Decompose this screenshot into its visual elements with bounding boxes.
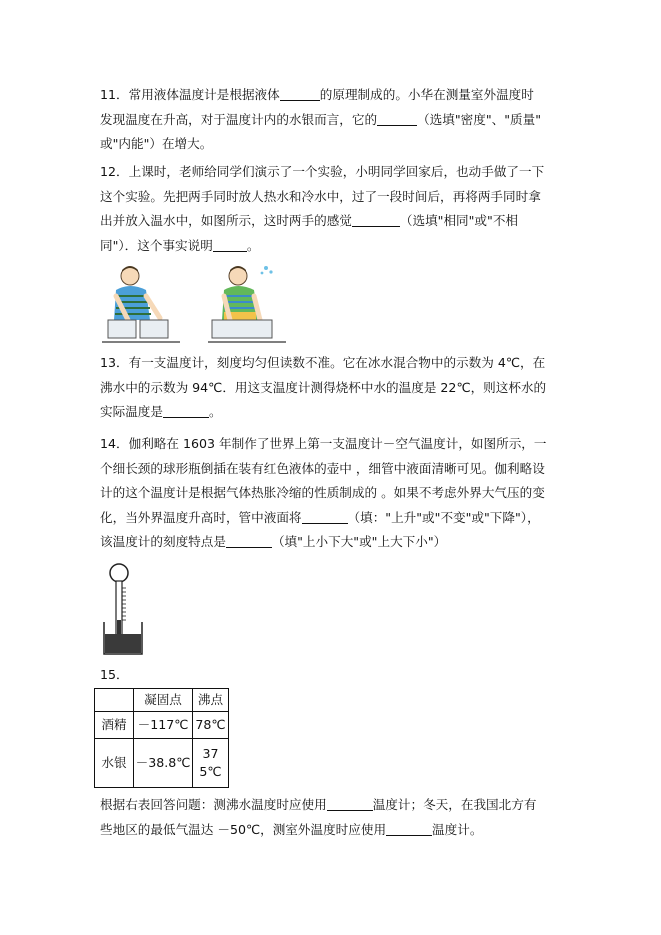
q14-text: 化，当外界温度升高时，管中液面将	[100, 509, 302, 525]
table-header-cell	[95, 689, 134, 712]
q11-blank-2[interactable]	[377, 111, 417, 126]
table-cell: －117℃	[134, 712, 193, 739]
q14-text: （填"上小下大"或"上大下小"）	[271, 534, 447, 549]
q12-text: 出并放入温水中，如图所示，这时两手的感觉	[100, 213, 352, 228]
q12-blank-1[interactable]	[352, 212, 400, 227]
q14-text: （填："上升"或"不变"或"下降"），	[347, 509, 540, 525]
q15-blank-1[interactable]	[327, 796, 373, 811]
q13-text: 实际温度是	[100, 404, 163, 419]
q11-text: （选填"密度"、"质量"	[417, 111, 541, 127]
q12-line2: 这个实验。先把两手同时放人热水和冷水中，过了一段时间后，再将两手同时拿	[100, 188, 541, 204]
q13-line3	[100, 400, 568, 425]
child-right-icon	[208, 266, 286, 342]
q14-line2: 个细长颈的球形瓶倒插在装有红色液体的壶中 ，细管中液面清晰可见。伽利略设	[100, 460, 545, 476]
q13-line1: 13．有一支温度计，刻度均匀但读数不准。它在冰水混合物中的示数为 4℃，在	[100, 355, 546, 370]
q11-text: 发现温度在升高，对于温度计内的水银而言，它的	[100, 111, 378, 127]
q15-text: 根据右表回答问题：测沸水温度时应使用	[100, 797, 327, 812]
q12-blank-2[interactable]	[213, 237, 247, 252]
q15-blank-2[interactable]	[386, 821, 432, 836]
q13-line2: 沸水中的示数为 94℃．用这支温度计测得烧杯中水的温度是 22℃，则这杯水的	[100, 379, 547, 395]
q12-line4	[100, 234, 568, 259]
question-14	[100, 432, 568, 555]
q11-blank-1[interactable]	[280, 86, 320, 101]
q11-line3: 或"内能"）在增大。	[100, 136, 213, 151]
q12-line3	[100, 209, 568, 234]
table-header-cell: 沸点	[193, 689, 229, 712]
q15-line2	[100, 818, 568, 843]
q14-blank-1[interactable]	[302, 509, 348, 524]
table-header-row	[95, 689, 229, 712]
table-cell: 375℃	[193, 739, 229, 788]
table-cell: 78℃	[193, 712, 229, 739]
q14-line5	[100, 530, 568, 555]
q11-text: 11．常用液体温度计是根据液体	[100, 87, 280, 102]
q15-number: 15．	[100, 667, 129, 682]
q15-text: 温度计。	[432, 821, 483, 837]
q15-line1	[100, 793, 568, 818]
q14-line1: 14．伽利略在 1603 年制作了世界上第一支温度计－空气温度计，如图所示，一	[100, 436, 547, 451]
q15-text: 些地区的最低气温达 －50℃，测室外温度时应使用	[100, 821, 387, 837]
question-15-number	[100, 663, 568, 688]
q11-line2	[100, 108, 568, 133]
melting-boiling-table	[94, 688, 229, 788]
question-11	[100, 83, 568, 157]
q12-text: 。	[246, 237, 260, 253]
table-cell: 水银	[95, 739, 134, 788]
table-cell: 酒精	[95, 712, 134, 739]
q15-text: 温度计；冬天，在我国北方有	[372, 797, 537, 812]
table-row	[95, 739, 229, 788]
q12-text: （选填"相同"或"不相	[399, 213, 519, 228]
q11-line1	[100, 83, 568, 108]
q13-text: 。	[208, 404, 222, 419]
q13-blank[interactable]	[163, 403, 209, 418]
hands-experiment-illustration	[100, 262, 290, 348]
table-row	[95, 712, 229, 739]
q12-text: 同"）．这个事实说明	[100, 237, 213, 253]
q11-text: 的原理制成的。小华在测量室外温度时	[319, 87, 534, 102]
question-13	[100, 351, 568, 425]
q14-line3: 计的这个温度计是根据气体热胀冷缩的性质制成的 。如果不考虑外界大气压的变	[100, 485, 545, 500]
table-header-cell: 凝固点	[134, 689, 193, 712]
q14-blank-2[interactable]	[226, 533, 272, 548]
question-12	[100, 160, 568, 258]
child-left-icon	[114, 266, 160, 320]
question-15-text	[100, 793, 568, 842]
q14-line4	[100, 506, 568, 531]
q12-line1: 12．上课时，老师给同学们演示了一个实验，小明同学回家后，也动手做了一下	[100, 164, 545, 179]
q14-text: 该温度计的刻度特点是	[100, 534, 226, 549]
air-thermometer-illustration	[98, 562, 150, 658]
table-cell: －38.8℃	[134, 739, 193, 788]
basins-left-icon	[102, 320, 180, 342]
